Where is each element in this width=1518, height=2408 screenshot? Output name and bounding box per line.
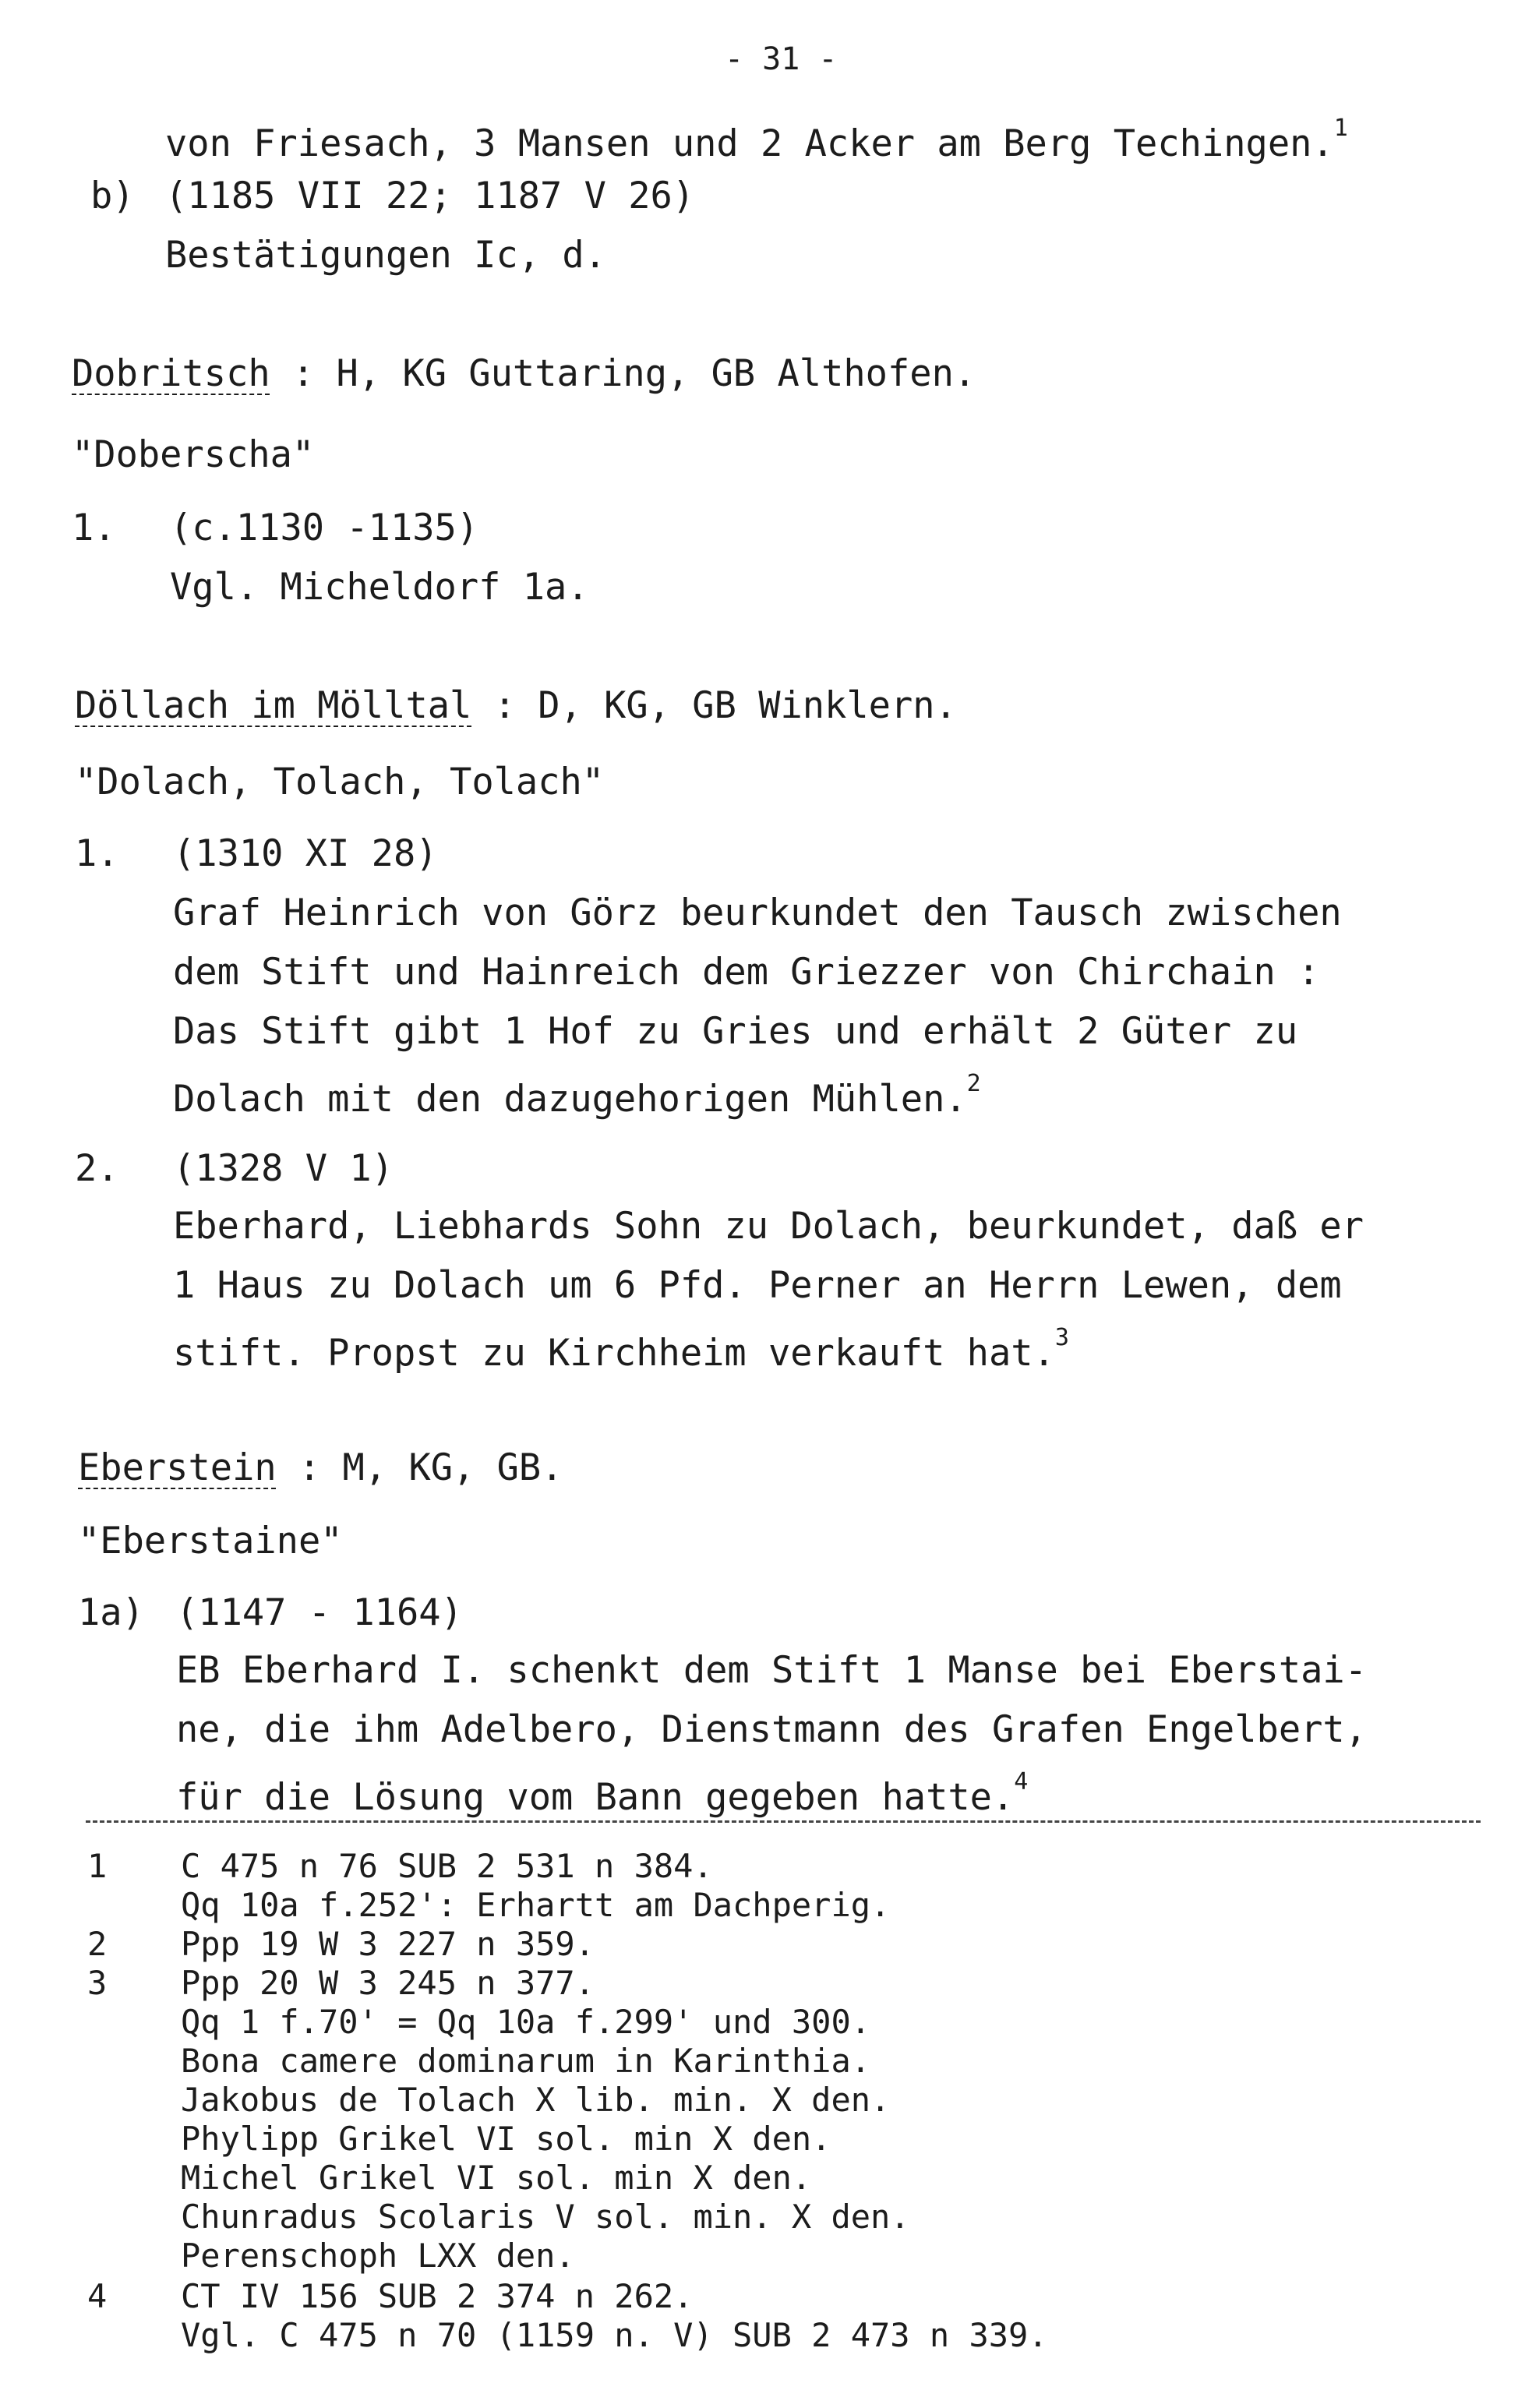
page-number: - 31 -: [725, 41, 838, 77]
footnote-text: Qq 1 f.70' = Qq 10a f.299' und 300.: [181, 2003, 871, 2041]
entry-text-line: dem Stift und Hainreich dem Griezzer von Chirchain :: [173, 951, 1320, 994]
entry-text-line: Das Stift gibt 1 Hof zu Gries und erhält 2 Güter zu: [173, 1010, 1298, 1053]
place-variants: "Dolach, Tolach, Tolach": [75, 761, 605, 803]
footnote-text: Michel Grikel VI sol. min X den.: [181, 2159, 812, 2197]
place-variants: "Eberstaine": [78, 1520, 343, 1562]
place-name: Döllach im Mölltal: [75, 684, 472, 727]
continuation-text: von Friesach, 3 Mansen und 2 Acker am Berg Techingen.: [165, 122, 1334, 165]
entry-text: Vgl. Micheldorf 1a.: [170, 566, 589, 609]
place-name: Eberstein: [78, 1446, 277, 1489]
place-heading-dobritsch: [72, 352, 976, 395]
entry-b-label: b): [90, 175, 135, 217]
continuation-line: [165, 115, 1348, 165]
place-variants: "Doberscha": [72, 433, 315, 476]
entry-number: 1a): [78, 1591, 144, 1634]
entry-date: (1147 - 1164): [176, 1591, 463, 1634]
entry-date: (c.1130 -1135): [170, 507, 479, 549]
entry-number: 1.: [72, 507, 116, 549]
footnote-number: 1: [87, 1847, 108, 1885]
footnote-number: 3: [87, 1964, 108, 2002]
footnote-text: Qq 10a f.252': Erhartt am Dachperig.: [181, 1886, 891, 1924]
footnote-divider: [86, 1820, 1481, 1823]
place-meta: : M, KG, GB.: [298, 1446, 563, 1489]
footnote-text: Vgl. C 475 n 70 (1159 n. V) SUB 2 473 n 339.: [181, 2316, 1048, 2354]
entry-text-line: [173, 1070, 981, 1121]
footnote-number: 4: [87, 2277, 108, 2315]
place-meta: : H, KG Guttaring, GB Althofen.: [291, 352, 976, 395]
entry-text-line: 1 Haus zu Dolach um 6 Pfd. Perner an Herrn Lewen, dem: [173, 1264, 1342, 1307]
entry-text: stift. Propst zu Kirchheim verkauft hat.: [173, 1332, 1055, 1375]
entry-text-line: EB Eberhard I. schenkt dem Stift 1 Manse bei Eberstai-: [176, 1649, 1368, 1692]
entry-text-line: [176, 1768, 1029, 1819]
footnote-text: Ppp 19 W 3 227 n 359.: [181, 1925, 595, 1963]
footnote-ref-3: 3: [1054, 1324, 1069, 1351]
place-name: Dobritsch: [72, 352, 270, 395]
place-heading-eberstein: [78, 1446, 563, 1489]
place-meta: : D, KG, GB Winklern.: [493, 684, 957, 727]
entry-number: 2.: [75, 1147, 119, 1190]
footnote-text: Perenschoph LXX den.: [181, 2237, 575, 2275]
entry-date: (1310 XI 28): [173, 832, 438, 875]
footnote-text: C 475 n 76 SUB 2 531 n 384.: [181, 1847, 713, 1885]
footnote-text: CT IV 156 SUB 2 374 n 262.: [181, 2277, 694, 2315]
footnote-text: Ppp 20 W 3 245 n 377.: [181, 1964, 595, 2002]
entry-b-date: (1185 VII 22; 1187 V 26): [165, 175, 695, 217]
entry-text: Dolach mit den dazugehorigen Mühlen.: [173, 1078, 967, 1121]
footnote-text: Chunradus Scolaris V sol. min. X den.: [181, 2198, 910, 2236]
entry-text-line: Eberhard, Liebhards Sohn zu Dolach, beurkundet, daß er: [173, 1205, 1364, 1248]
footnote-ref-2: 2: [966, 1070, 981, 1097]
footnote-number: 2: [87, 1925, 108, 1963]
entry-number: 1.: [75, 832, 119, 875]
footnote-text: Bona camere dominarum in Karinthia.: [181, 2042, 871, 2080]
entry-text-line: ne, die ihm Adelbero, Dienstmann des Grafen Engelbert,: [176, 1708, 1368, 1751]
entry-text-line: [173, 1324, 1069, 1375]
entry-b-text: Bestätigungen Ic, d.: [165, 234, 606, 277]
footnote-text: Jakobus de Tolach X lib. min. X den.: [181, 2081, 891, 2119]
entry-text-line: Graf Heinrich von Görz beurkundet den Tausch zwischen: [173, 892, 1342, 934]
footnote-ref-4: 4: [1014, 1768, 1029, 1795]
footnote-text: Phylipp Grikel VI sol. min X den.: [181, 2120, 831, 2158]
entry-text: für die Lösung vom Bann gegeben hatte.: [176, 1776, 1015, 1819]
place-heading-doellach: [75, 684, 957, 727]
entry-date: (1328 V 1): [173, 1147, 394, 1190]
footnote-ref-1: 1: [1333, 115, 1348, 142]
